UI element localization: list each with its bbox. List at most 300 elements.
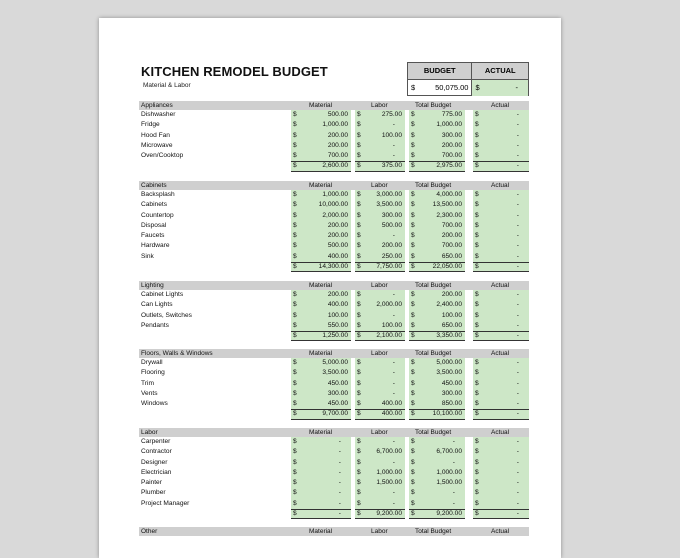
labor-cell[interactable]: [355, 499, 405, 509]
currency-symbol: $: [357, 448, 361, 456]
labor-value: -: [392, 369, 395, 377]
actual-cell[interactable]: [473, 110, 529, 120]
total-cell[interactable]: [409, 379, 465, 389]
total-value: 13,500.00: [432, 201, 462, 209]
item-label[interactable]: Plumber: [141, 489, 166, 497]
total-row: [139, 161, 529, 171]
material-cell[interactable]: [291, 110, 351, 120]
currency-symbol: $: [411, 301, 415, 309]
column-header-actual: Actual: [491, 528, 510, 535]
table-row: [139, 458, 529, 468]
actual-value: -: [516, 311, 519, 319]
material-cell[interactable]: [291, 300, 351, 310]
labor-cell[interactable]: [355, 110, 405, 120]
actual-cell[interactable]: [473, 331, 529, 341]
labor-cell[interactable]: [355, 447, 405, 457]
total-cell[interactable]: [409, 358, 465, 368]
section-title: Floors, Walls & Windows: [141, 350, 213, 357]
item-label[interactable]: Disposal: [141, 221, 167, 229]
material-value: 14,300.00: [318, 263, 348, 271]
actual-cell[interactable]: [473, 437, 529, 447]
actual-value: -: [516, 211, 519, 219]
table-row: [139, 379, 529, 389]
actual-cell[interactable]: [473, 447, 529, 457]
material-value: 2,000.00: [322, 211, 348, 219]
total-cell[interactable]: [409, 488, 465, 498]
item-label[interactable]: Cabinets: [141, 201, 168, 209]
material-cell[interactable]: [291, 252, 351, 262]
column-header-actual: Actual: [491, 182, 510, 189]
actual-cell[interactable]: [473, 161, 529, 171]
currency-symbol: $: [475, 448, 479, 456]
total-value: 200.00: [441, 291, 462, 298]
total-value: 200.00: [441, 232, 462, 240]
currency-symbol: $: [293, 263, 297, 271]
currency-symbol: $: [357, 141, 361, 149]
currency-symbol: $: [357, 332, 361, 340]
material-value: 10,000.00: [318, 201, 348, 209]
total-cell[interactable]: [409, 478, 465, 488]
total-cell[interactable]: [409, 211, 465, 221]
actual-value: -: [516, 369, 519, 377]
material-cell[interactable]: [291, 447, 351, 457]
material-cell[interactable]: [291, 509, 351, 519]
labor-cell[interactable]: [355, 468, 405, 478]
currency-symbol: $: [411, 162, 415, 170]
actual-cell[interactable]: [473, 241, 529, 251]
actual-cell[interactable]: [473, 252, 529, 262]
item-label[interactable]: Fridge: [141, 121, 160, 129]
summary-actual-label: ACTUAL: [484, 66, 516, 75]
actual-value: -: [516, 152, 519, 160]
labor-cell[interactable]: [355, 409, 405, 419]
material-value: -: [338, 489, 341, 497]
table-row: [139, 311, 529, 321]
material-cell[interactable]: [291, 368, 351, 378]
material-cell[interactable]: [291, 331, 351, 341]
material-cell[interactable]: [291, 141, 351, 151]
actual-value: -: [516, 263, 519, 271]
labor-cell[interactable]: [355, 331, 405, 341]
labor-value: 2,100.00: [376, 332, 402, 340]
material-cell[interactable]: [291, 200, 351, 210]
actual-cell[interactable]: [473, 488, 529, 498]
actual-value: -: [516, 458, 519, 466]
actual-value: -: [516, 389, 519, 397]
actual-cell[interactable]: [473, 300, 529, 310]
actual-value: -: [516, 332, 519, 340]
material-value: 5,000.00: [322, 359, 348, 366]
currency-symbol: $: [357, 211, 361, 219]
item-label[interactable]: Dishwasher: [141, 111, 176, 118]
labor-cell[interactable]: [355, 368, 405, 378]
actual-cell[interactable]: [473, 190, 529, 200]
labor-value: 2,000.00: [376, 301, 402, 309]
labor-cell[interactable]: [355, 321, 405, 331]
actual-cell[interactable]: [473, 221, 529, 231]
material-cell[interactable]: [291, 120, 351, 130]
labor-cell[interactable]: [355, 211, 405, 221]
currency-symbol: $: [411, 121, 415, 129]
material-value: 1,000.00: [322, 191, 348, 198]
material-cell[interactable]: [291, 389, 351, 399]
total-cell[interactable]: [409, 141, 465, 151]
currency-symbol: $: [475, 263, 479, 271]
material-cell[interactable]: [291, 262, 351, 272]
currency-symbol: $: [357, 162, 361, 170]
total-value: 6,700.00: [436, 448, 462, 456]
currency-symbol: $: [293, 191, 297, 198]
currency-symbol: $: [357, 510, 361, 518]
item-label[interactable]: Designer: [141, 458, 168, 466]
labor-cell[interactable]: [355, 161, 405, 171]
actual-cell[interactable]: [473, 262, 529, 272]
labor-cell[interactable]: [355, 290, 405, 300]
actual-cell[interactable]: [473, 200, 529, 210]
labor-value: 1,500.00: [376, 479, 402, 487]
material-cell[interactable]: [291, 131, 351, 141]
actual-value: -: [516, 301, 519, 309]
total-cell[interactable]: [409, 447, 465, 457]
material-cell[interactable]: [291, 161, 351, 171]
total-cell[interactable]: [409, 399, 465, 409]
item-label[interactable]: Contractor: [141, 448, 172, 456]
table-row: [139, 290, 529, 300]
total-value: 3,500.00: [436, 369, 462, 377]
total-cell[interactable]: [409, 368, 465, 378]
labor-cell[interactable]: [355, 389, 405, 399]
currency-symbol: $: [475, 332, 479, 340]
column-header-labor: Labor: [371, 429, 388, 436]
currency-symbol: $: [293, 162, 297, 170]
total-cell[interactable]: [409, 110, 465, 120]
summary-budget-cell[interactable]: [408, 80, 472, 96]
labor-cell[interactable]: [355, 120, 405, 130]
labor-value: -: [392, 389, 395, 397]
currency-symbol: $: [475, 468, 479, 476]
table-row: [139, 131, 529, 141]
item-label[interactable]: Sink: [141, 252, 154, 260]
column-header-material: Material: [309, 350, 333, 357]
actual-cell[interactable]: [473, 368, 529, 378]
currency-symbol: $: [357, 410, 361, 418]
material-cell[interactable]: [291, 379, 351, 389]
currency-symbol: $: [293, 131, 297, 139]
total-cell[interactable]: [409, 321, 465, 331]
currency-symbol: $: [411, 201, 415, 209]
actual-cell[interactable]: [473, 311, 529, 321]
currency-symbol: $: [293, 410, 297, 418]
labor-cell[interactable]: [355, 478, 405, 488]
actual-cell[interactable]: [473, 141, 529, 151]
material-value: 200.00: [327, 221, 348, 229]
total-value: 300.00: [441, 131, 462, 139]
actual-cell[interactable]: [473, 211, 529, 221]
column-header-actual: Actual: [491, 102, 510, 109]
table-row: [139, 368, 529, 378]
labor-value: 3,000.00: [376, 191, 402, 198]
labor-cell[interactable]: [355, 221, 405, 231]
total-value: -: [452, 458, 455, 466]
material-cell[interactable]: [291, 437, 351, 447]
labor-value: 400.00: [381, 400, 402, 408]
material-value: 400.00: [327, 301, 348, 309]
currency-symbol: $: [357, 499, 361, 507]
material-cell[interactable]: [291, 221, 351, 231]
labor-value: 3,500.00: [376, 201, 402, 209]
total-cell[interactable]: [409, 252, 465, 262]
table-row: [139, 120, 529, 130]
actual-value: -: [516, 468, 519, 476]
actual-cell[interactable]: [473, 478, 529, 488]
currency-symbol: $: [293, 489, 297, 497]
actual-cell[interactable]: [473, 321, 529, 331]
currency-symbol: $: [475, 152, 479, 160]
currency-symbol: $: [411, 111, 415, 118]
labor-cell[interactable]: [355, 141, 405, 151]
total-cell[interactable]: [409, 120, 465, 130]
currency-symbol: $: [293, 141, 297, 149]
labor-value: -: [392, 232, 395, 240]
total-cell[interactable]: [409, 262, 465, 272]
currency-symbol: $: [411, 479, 415, 487]
table-row: [139, 141, 529, 151]
currency-symbol: $: [293, 321, 297, 329]
labor-cell[interactable]: [355, 300, 405, 310]
material-cell[interactable]: [291, 290, 351, 300]
currency-symbol: $: [357, 379, 361, 387]
total-cell[interactable]: [409, 290, 465, 300]
currency-symbol: $: [475, 252, 479, 260]
column-header-labor: Labor: [371, 282, 388, 289]
total-cell[interactable]: [409, 509, 465, 519]
item-label[interactable]: Flooring: [141, 369, 165, 377]
column-header-total: Total Budget: [415, 350, 452, 357]
material-cell[interactable]: [291, 358, 351, 368]
table-row: [139, 241, 529, 251]
total-row: [139, 509, 529, 519]
actual-cell[interactable]: [473, 458, 529, 468]
material-value: 200.00: [327, 131, 348, 139]
item-label[interactable]: Trim: [141, 379, 154, 387]
total-cell[interactable]: [409, 331, 465, 341]
actual-value: -: [516, 121, 519, 129]
material-cell[interactable]: [291, 499, 351, 509]
item-label[interactable]: Backsplash: [141, 191, 175, 198]
actual-value: -: [516, 400, 519, 408]
currency-symbol: $: [411, 499, 415, 507]
table-row: [139, 488, 529, 498]
item-label[interactable]: Hardware: [141, 242, 170, 250]
currency-symbol: $: [357, 263, 361, 271]
labor-cell[interactable]: [355, 311, 405, 321]
total-cell[interactable]: [409, 200, 465, 210]
actual-value: -: [516, 162, 519, 170]
labor-cell[interactable]: [355, 190, 405, 200]
material-cell[interactable]: [291, 241, 351, 251]
item-label[interactable]: Outlets, Switches: [141, 311, 192, 319]
material-value: 200.00: [327, 232, 348, 240]
actual-cell[interactable]: [473, 389, 529, 399]
actual-cell[interactable]: [473, 399, 529, 409]
total-cell[interactable]: [409, 190, 465, 200]
total-value: 300.00: [441, 389, 462, 397]
labor-cell[interactable]: [355, 241, 405, 251]
currency-symbol: $: [293, 332, 297, 340]
labor-value: 6,700.00: [376, 448, 402, 456]
actual-cell[interactable]: [473, 120, 529, 130]
actual-cell[interactable]: [473, 409, 529, 419]
labor-cell[interactable]: [355, 458, 405, 468]
summary-budget-value: 50,075.00: [435, 83, 469, 92]
actual-cell[interactable]: [473, 509, 529, 519]
actual-value: -: [516, 499, 519, 507]
total-value: 22,050.00: [432, 263, 462, 271]
material-cell[interactable]: [291, 409, 351, 419]
total-cell[interactable]: [409, 221, 465, 231]
total-cell[interactable]: [409, 131, 465, 141]
currency-symbol: $: [475, 321, 479, 329]
item-label[interactable]: Countertop: [141, 211, 174, 219]
total-value: -: [452, 438, 455, 445]
total-cell[interactable]: [409, 161, 465, 171]
currency-symbol: $: [357, 242, 361, 250]
labor-cell[interactable]: [355, 231, 405, 241]
item-label[interactable]: Oven/Cooktop: [141, 152, 184, 160]
material-cell[interactable]: [291, 468, 351, 478]
actual-cell[interactable]: [473, 379, 529, 389]
material-value: -: [338, 448, 341, 456]
actual-cell[interactable]: [473, 131, 529, 141]
total-value: 3,350.00: [436, 332, 462, 340]
actual-cell[interactable]: [473, 499, 529, 509]
currency-symbol: $: [293, 379, 297, 387]
material-cell[interactable]: [291, 478, 351, 488]
labor-cell[interactable]: [355, 252, 405, 262]
currency-symbol: $: [411, 211, 415, 219]
labor-cell[interactable]: [355, 262, 405, 272]
column-header-material: Material: [309, 528, 333, 535]
material-cell[interactable]: [291, 488, 351, 498]
material-cell[interactable]: [291, 311, 351, 321]
material-cell[interactable]: [291, 211, 351, 221]
item-label[interactable]: Hood Fan: [141, 131, 170, 139]
item-label[interactable]: Cabinet Lights: [141, 291, 184, 298]
total-cell[interactable]: [409, 300, 465, 310]
material-value: 550.00: [327, 321, 348, 329]
total-cell[interactable]: [409, 389, 465, 399]
total-cell[interactable]: [409, 241, 465, 251]
item-label[interactable]: Painter: [141, 479, 162, 487]
labor-cell[interactable]: [355, 379, 405, 389]
currency-symbol: $: [411, 389, 415, 397]
currency-symbol: $: [357, 131, 361, 139]
section-appliances: [139, 101, 529, 172]
material-cell[interactable]: [291, 190, 351, 200]
material-value: 3,500.00: [322, 369, 348, 377]
currency-symbol: $: [357, 389, 361, 397]
total-cell[interactable]: [409, 231, 465, 241]
table-row: [139, 468, 529, 478]
actual-value: -: [516, 321, 519, 329]
total-cell[interactable]: [409, 437, 465, 447]
labor-cell[interactable]: [355, 200, 405, 210]
actual-value: -: [516, 141, 519, 149]
currency-symbol: $: [293, 479, 297, 487]
item-label[interactable]: Pendants: [141, 321, 169, 329]
actual-cell[interactable]: [473, 468, 529, 478]
item-label[interactable]: Vents: [141, 389, 158, 397]
total-value: 700.00: [441, 152, 462, 160]
currency-symbol: $: [411, 369, 415, 377]
material-value: 700.00: [327, 152, 348, 160]
currency-symbol: $: [475, 379, 479, 387]
labor-cell[interactable]: [355, 131, 405, 141]
currency-symbol: $: [475, 242, 479, 250]
total-cell[interactable]: [409, 151, 465, 161]
material-cell[interactable]: [291, 151, 351, 161]
column-header-material: Material: [309, 282, 333, 289]
item-label[interactable]: Can Lights: [141, 301, 173, 309]
material-cell[interactable]: [291, 458, 351, 468]
item-label[interactable]: Faucets: [141, 232, 165, 240]
labor-cell[interactable]: [355, 437, 405, 447]
currency-symbol: $: [475, 221, 479, 229]
item-label[interactable]: Drywall: [141, 359, 163, 366]
item-label[interactable]: Microwave: [141, 141, 173, 149]
section-floors-walls-windows: [139, 349, 529, 420]
total-cell[interactable]: [409, 311, 465, 321]
summary-actual-value: -: [515, 83, 518, 92]
actual-cell[interactable]: [473, 231, 529, 241]
currency-symbol: $: [293, 252, 297, 260]
labor-value: 7,750.00: [376, 263, 402, 271]
total-cell[interactable]: [409, 499, 465, 509]
item-label[interactable]: Windows: [141, 400, 168, 408]
total-cell[interactable]: [409, 468, 465, 478]
material-cell[interactable]: [291, 231, 351, 241]
section-title: Lighting: [141, 282, 164, 289]
actual-cell[interactable]: [473, 358, 529, 368]
actual-cell[interactable]: [473, 151, 529, 161]
labor-cell[interactable]: [355, 358, 405, 368]
material-cell[interactable]: [291, 399, 351, 409]
summary-actual-cell[interactable]: [472, 80, 528, 96]
currency-symbol: $: [411, 438, 415, 445]
labor-cell[interactable]: [355, 399, 405, 409]
currency-symbol: $: [475, 510, 479, 518]
currency-symbol: $: [475, 389, 479, 397]
labor-cell[interactable]: [355, 509, 405, 519]
currency-symbol: $: [293, 311, 297, 319]
material-value: -: [338, 458, 341, 466]
item-label[interactable]: Project Manager: [141, 499, 190, 507]
total-value: 200.00: [441, 141, 462, 149]
material-value: 200.00: [327, 291, 348, 298]
labor-cell[interactable]: [355, 488, 405, 498]
actual-value: -: [516, 242, 519, 250]
item-label[interactable]: Carpenter: [141, 438, 171, 445]
total-cell[interactable]: [409, 409, 465, 419]
total-cell[interactable]: [409, 458, 465, 468]
section-title: Cabinets: [141, 182, 167, 189]
item-label[interactable]: Electrician: [141, 468, 172, 476]
currency-symbol: $: [357, 458, 361, 466]
table-row: [139, 358, 529, 368]
labor-cell[interactable]: [355, 151, 405, 161]
material-cell[interactable]: [291, 321, 351, 331]
actual-cell[interactable]: [473, 290, 529, 300]
